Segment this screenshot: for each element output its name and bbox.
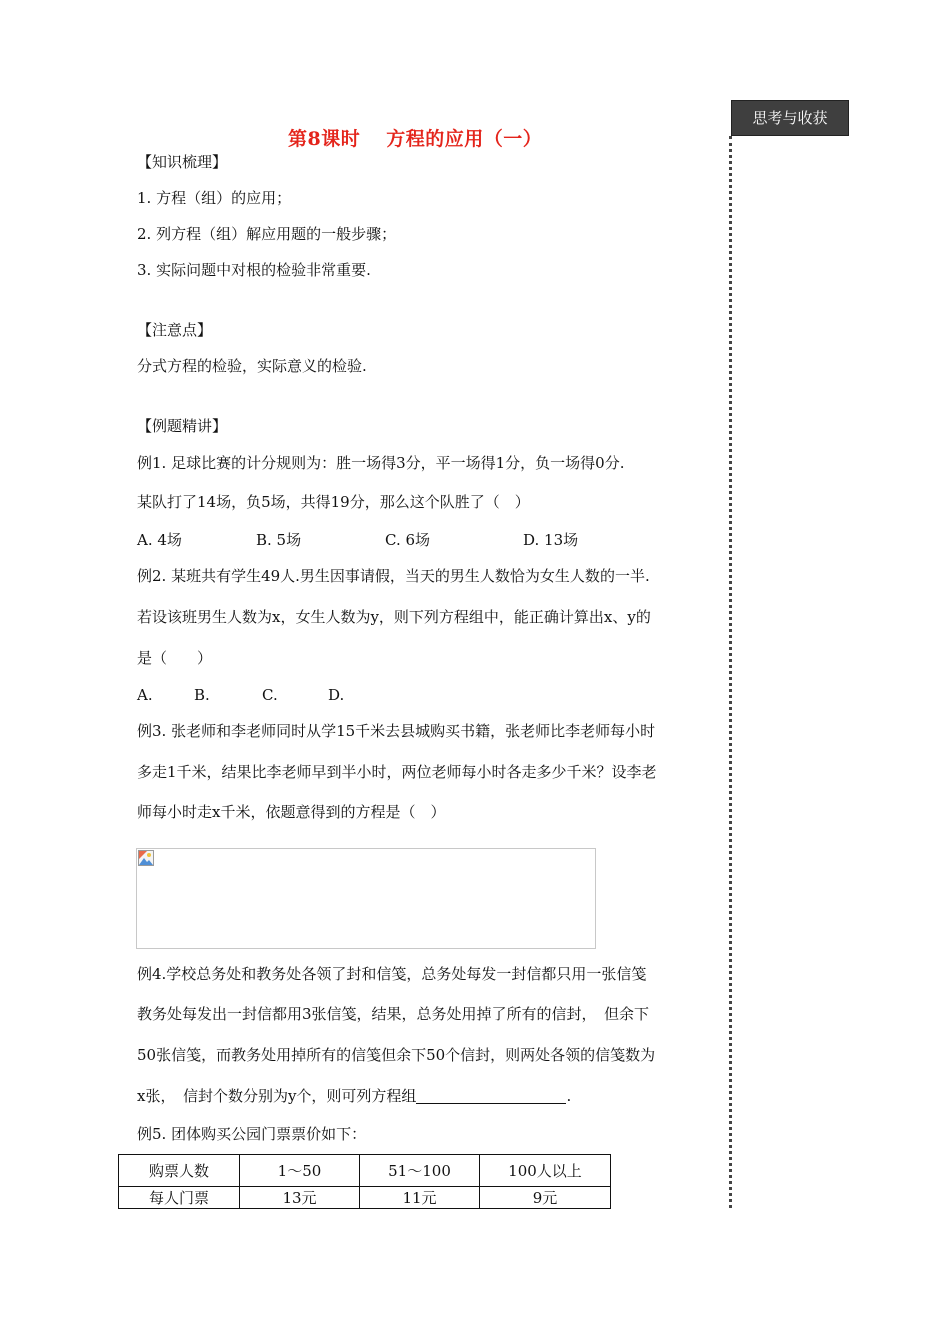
ex1-option-d: D. 13场	[523, 531, 579, 549]
ticket-price-table	[118, 1154, 611, 1209]
ex5-line: 例5. 团体购买公园门票票价如下：	[137, 1125, 367, 1143]
ex4-line: 例4.学校总务处和教务处各领了封和信笺，总务处每发一封信都只用一张信笺	[137, 965, 647, 983]
ex2-option-a: A.	[137, 686, 153, 704]
answer-blank	[416, 1087, 566, 1104]
title-lesson: 第8课时	[288, 128, 361, 150]
table-cell: 100人以上	[480, 1155, 611, 1187]
notes-text: 分式方程的检验，实际意义的检验.	[137, 357, 367, 375]
ex2-option-b: B.	[194, 686, 210, 704]
knowledge-item: 3. 实际问题中对根的检验非常重要.	[137, 261, 371, 279]
ex1-option-c: C. 6场	[385, 531, 431, 549]
ex1-option-a: A. 4场	[137, 531, 182, 549]
page-title	[288, 124, 542, 151]
ex2-line: 是（ ）	[137, 649, 213, 667]
ex4-line: 教务处每发出一封信都用3张信笺，结果，总务处用掉了所有的信封， 但余下	[137, 1005, 650, 1023]
ex3-line: 师每小时走x千米，依题意得到的方程是（ ）	[137, 803, 446, 821]
table-cell: 9元	[480, 1187, 611, 1209]
table-cell: 13元	[240, 1187, 360, 1209]
ex4-last-line	[137, 1086, 571, 1106]
ex4-line: 50张信笺，而教务处用掉所有的信笺但余下50个信封，则两处各领的信笺数为	[137, 1046, 656, 1064]
ex1-option-b: B. 5场	[256, 531, 302, 549]
title-topic: 方程的应用（一）	[386, 128, 543, 150]
broken-image-placeholder	[136, 848, 596, 949]
margin-divider	[729, 136, 732, 1208]
knowledge-heading: 【知识梳理】	[137, 153, 228, 171]
ex1-line: 例1. 足球比赛的计分规则为：胜一场得3分，平一场得1分，负一场得0分.	[137, 454, 625, 472]
ex2-option-c: C.	[262, 686, 278, 704]
knowledge-item: 2. 列方程（组）解应用题的一般步骤；	[137, 225, 397, 243]
table-cell: 11元	[360, 1187, 480, 1209]
ex2-option-d: D.	[328, 686, 345, 704]
broken-image-icon	[138, 850, 154, 866]
notes-heading: 【注意点】	[137, 321, 213, 339]
ex3-line: 多走1千米，结果比李老师早到半小时，两位老师每小时各走多少千米？设李老	[137, 763, 657, 781]
sidebar-label-box	[731, 100, 849, 136]
ex4-last-end: .	[566, 1087, 572, 1105]
ex4-last-text: x张， 信封个数分别为y个，则可列方程组	[137, 1087, 417, 1105]
examples-heading: 【例题精讲】	[137, 417, 228, 435]
table-row	[119, 1187, 611, 1209]
ex3-line: 例3. 张老师和李老师同时从学15千米去县城购买书籍，张老师比李老师每小时	[137, 722, 656, 740]
sidebar-label: 思考与收获	[752, 109, 828, 127]
table-header-row	[119, 1155, 611, 1187]
table-cell: 每人门票	[119, 1187, 240, 1209]
table-cell: 51～100	[360, 1155, 480, 1187]
table-cell: 1～50	[240, 1155, 360, 1187]
ex2-line: 例2. 某班共有学生49人.男生因事请假，当天的男生人数恰为女生人数的一半.	[137, 567, 650, 585]
ex1-line: 某队打了14场，负5场，共得19分，那么这个队胜了（ ）	[137, 493, 530, 511]
table-cell: 购票人数	[119, 1155, 240, 1187]
knowledge-item: 1. 方程（组）的应用；	[137, 189, 292, 207]
ex2-line: 若设该班男生人数为x，女生人数为y，则下列方程组中，能正确计算出x、y的	[137, 608, 651, 626]
